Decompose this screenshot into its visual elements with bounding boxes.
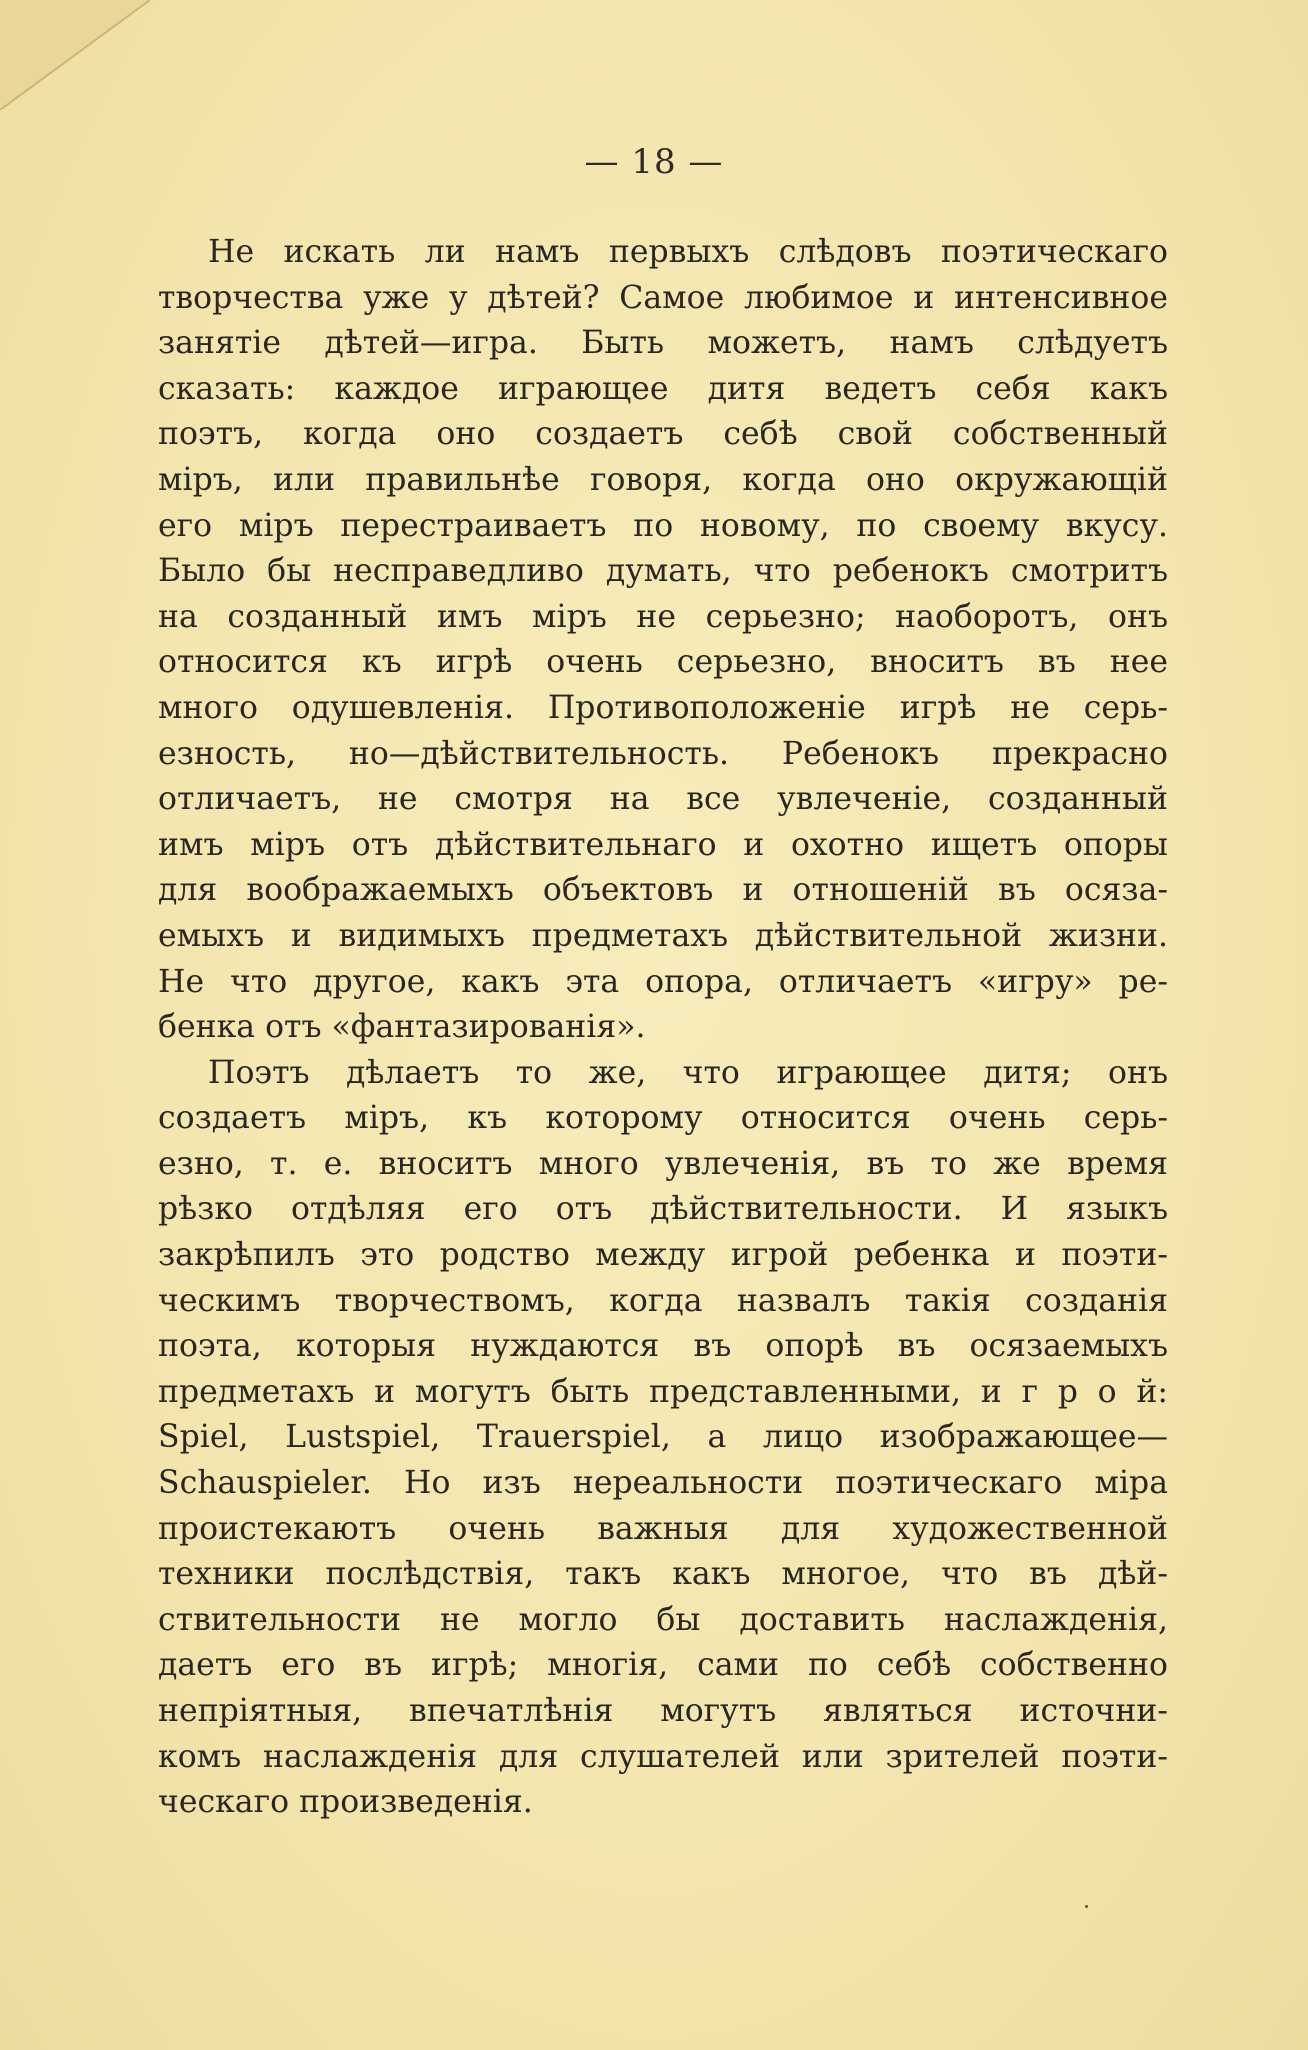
- text-line: езно, т. е. вноситъ много увлеченія, въ то же время: [158, 1145, 1168, 1182]
- body-text: [158, 230, 1168, 1826]
- text-line: создаетъ міръ, къ которому относится очень серь-: [158, 1100, 1168, 1137]
- text-line: Было бы несправедливо думать, что ребенокъ смотритъ: [158, 553, 1168, 590]
- page-corner-fold: [0, 0, 150, 110]
- text-line: езность, но—дѣйствительность. Ребенокъ прекрасно: [158, 735, 1168, 772]
- text-line: техники послѣдствія, такъ какъ многое, что въ дѣй-: [158, 1556, 1168, 1593]
- text-line: отличаетъ, не смотря на все увлеченіе, созданный: [158, 781, 1168, 818]
- text-line: даетъ его въ игрѣ; многія, сами по себѣ собственно: [158, 1647, 1168, 1684]
- text-line: занятіе дѣтей—игра. Быть можетъ, намъ слѣдуетъ: [158, 325, 1168, 362]
- text-line: поэта, которыя нуждаются въ опорѣ въ осязаемыхъ: [158, 1328, 1168, 1365]
- text-line: много одушевленія. Противоположеніе игрѣ не серь-: [158, 689, 1168, 726]
- text-line: закрѣпилъ это родство между игрой ребенка и поэти-: [158, 1237, 1168, 1274]
- text-line: поэтъ, когда оно создаетъ себѣ свой собственный: [158, 416, 1168, 453]
- paper-speck: [1085, 1905, 1088, 1908]
- text-line: Не искать ли намъ первыхъ слѣдовъ поэтическаго: [208, 234, 1168, 270]
- text-line: рѣзко отдѣляя его отъ дѣйствительности. И языкъ: [158, 1191, 1168, 1228]
- text-line: бенка отъ «фантазированія».: [158, 1009, 646, 1046]
- text-line: творчества уже у дѣтей? Самое любимое и интенсивное: [158, 279, 1168, 316]
- text-line: непріятныя, впечатлѣнія могутъ являться источни-: [158, 1693, 1168, 1729]
- page-number: — 18 —: [584, 142, 724, 182]
- text-line: относится къ игрѣ очень серьезно, вноситъ въ нее: [158, 644, 1168, 681]
- text-line: міръ, или правильнѣе говоря, когда оно окружающій: [158, 461, 1168, 498]
- text-line: для воображаемыхъ объектовъ и отношеній въ осяза-: [158, 872, 1168, 909]
- text-line: его міръ перестраиваетъ по новому, по своему вкусу.: [158, 507, 1168, 544]
- text-line: Поэтъ дѣлаетъ то же, что играющее дитя; онъ: [208, 1054, 1168, 1091]
- text-line: сказать: каждое играющее дитя ведетъ себя какъ: [158, 370, 1168, 407]
- text-line: проистекаютъ очень важныя для художественной: [158, 1510, 1168, 1547]
- text-line: ческимъ творчествомъ, когда назвалъ такія созданія: [158, 1282, 1168, 1319]
- paragraph-1: [158, 230, 1168, 1051]
- paragraph-2: [158, 1051, 1168, 1826]
- text-line: предметахъ и могутъ быть представленными, и г р о й:: [158, 1373, 1168, 1410]
- text-line: Spiel, Lustspiel, Trauerspiel, а лицо изображающее—: [158, 1419, 1168, 1456]
- text-line: комъ наслажденія для слушателей или зрителей поэти-: [158, 1738, 1168, 1775]
- text-line: Schauspieler. Но изъ нереальности поэтическаго міра: [158, 1465, 1168, 1502]
- text-line: имъ міръ отъ дѣйствительнаго и охотно ищетъ опоры: [158, 826, 1168, 863]
- text-line: емыхъ и видимыхъ предметахъ дѣйствительной жизни.: [158, 917, 1168, 954]
- text-line: Не что другое, какъ эта опора, отличаетъ «игру» ре-: [158, 963, 1168, 1000]
- text-line: на созданный имъ міръ не серьезно; наоборотъ, онъ: [158, 598, 1168, 635]
- text-line: ствительности не могло бы доставить наслажденія,: [158, 1601, 1168, 1638]
- text-line: ческаго произведенія.: [158, 1784, 533, 1821]
